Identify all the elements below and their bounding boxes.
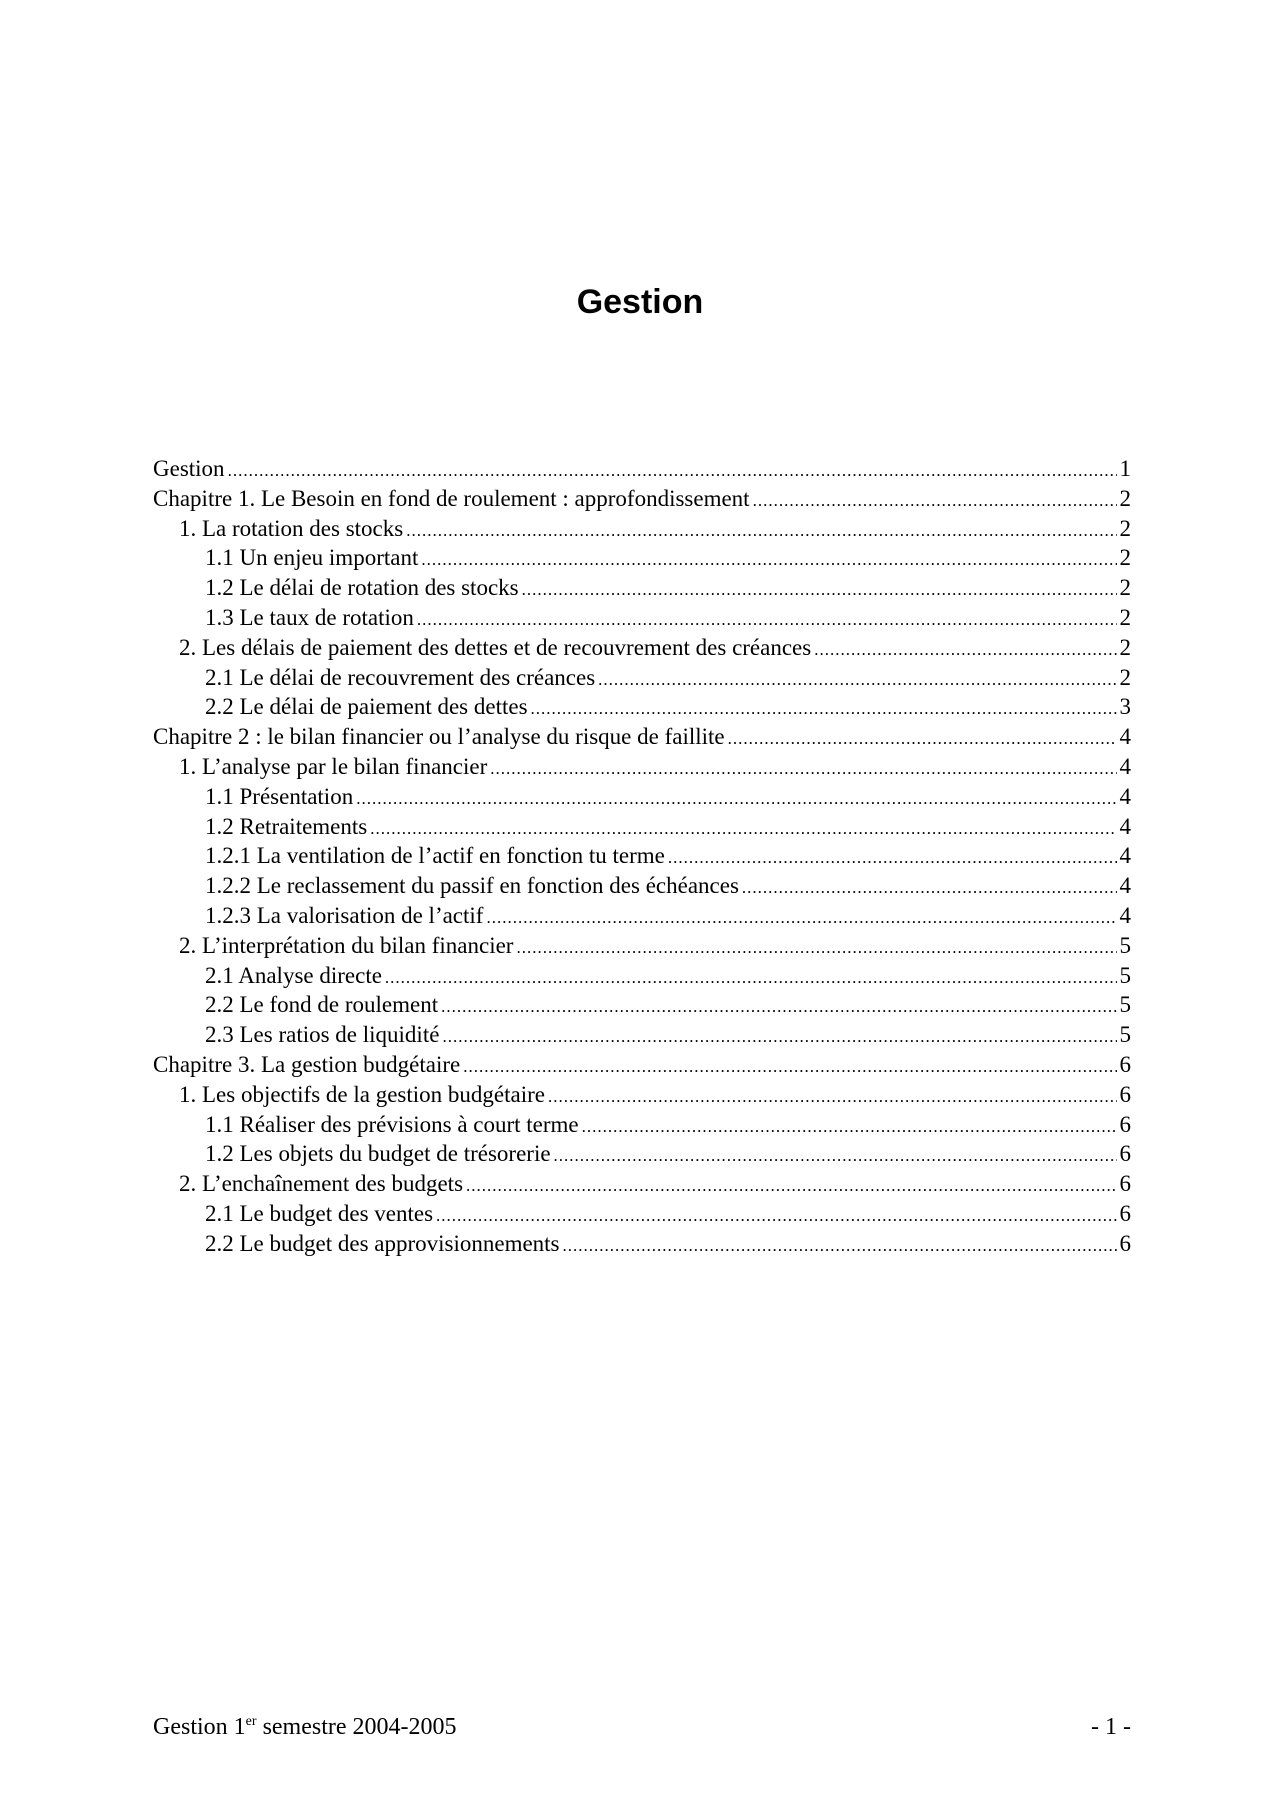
toc-page-number: 6 (1119, 1171, 1131, 1197)
toc-entry-label: 1. L’analyse par le bilan financier (179, 753, 488, 779)
toc-dot-leader (668, 843, 1117, 873)
toc-entry-label: 1.3 Le taux de rotation (205, 604, 414, 630)
toc-page-number: 2 (1119, 664, 1131, 690)
toc-entry[interactable] (153, 812, 1131, 842)
toc-entry-label: 2.2 Le délai de paiement des dettes (205, 694, 528, 720)
toc-entry[interactable] (153, 1169, 1131, 1199)
toc-entry-label: 1. Les objectifs de la gestion budgétaire (179, 1081, 545, 1107)
toc-page-number: 6 (1119, 1200, 1131, 1226)
toc-page-number: 2 (1119, 604, 1131, 630)
toc-dot-leader (728, 724, 1117, 754)
toc-dot-leader (814, 635, 1116, 665)
page-title: Gestion (576, 283, 704, 321)
toc-dot-leader (466, 1171, 1116, 1201)
toc-entry-label: 2. L’enchaînement des budgets (179, 1171, 464, 1197)
toc-entry[interactable] (153, 722, 1131, 752)
toc-page-number: 6 (1119, 1111, 1131, 1137)
toc-dot-leader (436, 1201, 1116, 1231)
toc-page-number: 4 (1119, 873, 1131, 899)
toc-entry[interactable] (153, 603, 1131, 633)
toc-entry[interactable] (153, 1199, 1131, 1229)
toc-entry[interactable] (153, 663, 1131, 693)
toc-entry-label: 1.2.2 Le reclassement du passif en fonction des échéances (205, 873, 739, 899)
footer-prefix: Gestion 1 (153, 1714, 246, 1740)
toc-dot-leader (563, 1231, 1117, 1261)
toc-entry[interactable] (153, 454, 1131, 484)
toc-entry-label: 1.1 Présentation (205, 783, 354, 809)
toc-entry[interactable] (153, 1229, 1131, 1259)
toc-entry-label: Gestion (153, 456, 225, 481)
toc-entry[interactable] (153, 961, 1131, 991)
toc-entry[interactable] (153, 901, 1131, 931)
toc-entry[interactable] (153, 1080, 1131, 1110)
toc-entry-label: 2.3 Les ratios de liquidité (205, 1022, 440, 1048)
toc-entry[interactable] (153, 931, 1131, 961)
toc-entry-label: 1.2 Le délai de rotation des stocks (205, 575, 519, 601)
toc-entry-label: 1.2.3 La valorisation de l’actif (205, 902, 484, 928)
toc-entry-label: 2.2 Le budget des approvisionnements (205, 1230, 560, 1256)
toc-dot-leader (531, 694, 1117, 724)
toc-page-number: 4 (1119, 902, 1131, 928)
toc-dot-leader (370, 814, 1116, 844)
toc-entry-label: 2. Les délais de paiement des dettes et de recouvrement des créances (179, 634, 812, 660)
toc-entry-label: Chapitre 1. Le Besoin en fond de roulement : approfondissement (153, 485, 750, 511)
footer-page-number: - 1 - (1091, 1714, 1131, 1740)
toc-dot-leader (417, 605, 1117, 635)
toc-page-number: 3 (1119, 694, 1131, 720)
toc-entry[interactable] (153, 514, 1131, 544)
toc-page-number: 1 (1119, 456, 1131, 481)
footer-suffix: semestre 2004-2005 (256, 1714, 457, 1740)
toc-dot-leader (582, 1112, 1117, 1142)
toc-dot-leader (356, 784, 1116, 814)
toc-page-number: 5 (1119, 992, 1131, 1018)
toc-page-number: 4 (1119, 783, 1131, 809)
toc-entry-label: 1.2 Les objets du budget de trésorerie (205, 1141, 551, 1167)
toc-entry-label: 2.2 Le fond de roulement (205, 992, 439, 1018)
toc-dot-leader (421, 545, 1116, 575)
footer-course-label (153, 1711, 457, 1743)
toc-entry-label: 2. L’interprétation du bilan financier (179, 932, 514, 958)
toc-page-number: 2 (1119, 545, 1131, 571)
footer-superscript: er (245, 1714, 257, 1729)
toc-page-number: 2 (1119, 634, 1131, 660)
toc-page-number: 4 (1119, 843, 1131, 869)
toc-dot-leader (742, 873, 1117, 903)
toc-dot-leader (490, 754, 1116, 784)
toc-entry-label: Chapitre 3. La gestion budgétaire (153, 1051, 461, 1077)
toc-page-number: 5 (1119, 932, 1131, 958)
toc-dot-leader (598, 665, 1116, 695)
toc-dot-leader (548, 1082, 1117, 1112)
toc-page-number: 6 (1119, 1081, 1131, 1107)
toc-dot-leader (486, 903, 1116, 933)
toc-entry-label: 1.1 Un enjeu important (205, 545, 419, 571)
toc-page-number: 2 (1119, 485, 1131, 511)
toc-entry-label: 2.1 Le budget des ventes (205, 1200, 434, 1226)
toc-page-number: 2 (1119, 515, 1131, 541)
toc-entry[interactable] (153, 1020, 1131, 1050)
toc-entry[interactable] (153, 752, 1131, 782)
toc-dot-leader (385, 963, 1117, 993)
page-footer (153, 1711, 1131, 1743)
toc-entry[interactable] (153, 573, 1131, 603)
toc-page-number: 4 (1119, 724, 1131, 750)
toc-dot-leader (516, 933, 1116, 963)
toc-page-number: 5 (1119, 1022, 1131, 1048)
toc-entry[interactable] (153, 841, 1131, 871)
toc-dot-leader (406, 516, 1116, 546)
toc-page-number: 2 (1119, 575, 1131, 601)
toc-entry-label: 2.1 Le délai de recouvrement des créances (205, 664, 596, 690)
toc-entry[interactable] (153, 543, 1131, 573)
toc-entry[interactable] (153, 1110, 1131, 1140)
toc-page-number: 6 (1119, 1051, 1131, 1077)
toc-entry-label: Chapitre 2 : le bilan financier ou l’analyse du risque de faillite (153, 724, 725, 750)
toc-dot-leader (522, 575, 1117, 605)
toc-entry[interactable] (153, 484, 1131, 514)
toc-page-number: 5 (1119, 962, 1131, 988)
toc-entry-label: 2.1 Analyse directe (205, 962, 382, 988)
table-of-contents (153, 454, 1131, 1259)
toc-entry[interactable] (153, 633, 1131, 663)
toc-dot-leader (442, 1022, 1116, 1052)
toc-entry[interactable] (153, 1050, 1131, 1080)
toc-entry-label: 1.2.1 La ventilation de l’actif en fonction tu terme (205, 843, 665, 869)
toc-entry-label: 1.1 Réaliser des prévisions à court terme (205, 1111, 579, 1137)
toc-dot-leader (554, 1141, 1117, 1171)
toc-entry[interactable] (153, 692, 1131, 722)
toc-dot-leader (228, 456, 1117, 486)
toc-entry[interactable] (153, 1139, 1131, 1169)
toc-entry-label: 1.2 Retraitements (205, 813, 368, 839)
toc-dot-leader (441, 992, 1116, 1022)
toc-entry[interactable] (153, 871, 1131, 901)
toc-entry-label: 1. La rotation des stocks (179, 515, 404, 541)
toc-dot-leader (753, 486, 1117, 516)
toc-entry[interactable] (153, 990, 1131, 1020)
toc-page-number: 4 (1119, 753, 1131, 779)
toc-entry[interactable] (153, 782, 1131, 812)
toc-dot-leader (463, 1052, 1116, 1082)
toc-page-number: 6 (1119, 1230, 1131, 1256)
toc-page-number: 6 (1119, 1141, 1131, 1167)
toc-page-number: 4 (1119, 813, 1131, 839)
